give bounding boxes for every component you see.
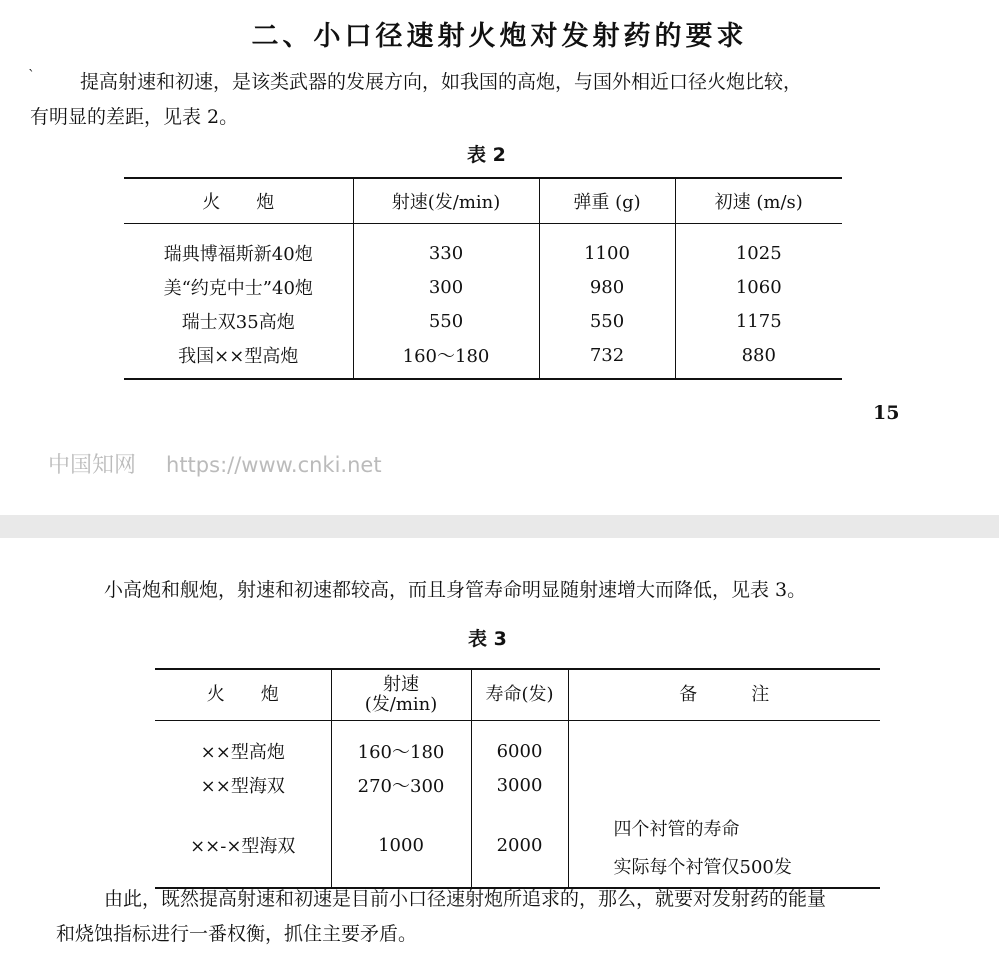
table-2 bbox=[124, 177, 842, 380]
table-cell bbox=[568, 721, 880, 768]
table2-header-gun: 火 炮 bbox=[124, 178, 353, 224]
table-cell bbox=[568, 767, 880, 803]
table-row bbox=[124, 224, 842, 271]
table-cell: 160～180 bbox=[331, 721, 471, 768]
table-cell: 瑞士双35高炮 bbox=[124, 304, 353, 338]
table-row bbox=[155, 803, 880, 888]
table-cell: 1025 bbox=[735, 242, 782, 264]
table-cell: 550 bbox=[353, 304, 539, 338]
table3-header-life: 寿命(发) bbox=[471, 669, 568, 721]
table-row bbox=[124, 304, 842, 338]
intro-paragraph-line-2: 有明显的差距，见表 2。 bbox=[30, 106, 239, 128]
watermark-url: https://www.cnki.net bbox=[166, 453, 382, 477]
intro-paragraph-line-1: 提高射速和初速，是该类武器的发展方向，如我国的高炮，与国外相近口径火炮比较， bbox=[80, 71, 803, 93]
table-3 bbox=[155, 668, 880, 889]
cnki-watermark bbox=[48, 448, 382, 479]
document-page-2 bbox=[0, 538, 999, 963]
table-row bbox=[124, 270, 842, 304]
table-cell: ××型海双 bbox=[155, 767, 331, 803]
table-cell: 732 bbox=[539, 338, 675, 379]
table2-header-velocity: 初速 (m/s) bbox=[675, 178, 842, 224]
page-number: 15 bbox=[873, 402, 900, 424]
table-cell: ××-×型海双 bbox=[155, 803, 331, 888]
table-cell: ××型高炮 bbox=[155, 721, 331, 768]
table3-header-rate-line2: (发/min) bbox=[364, 694, 438, 715]
table-cell: 6000 bbox=[471, 721, 568, 768]
conclusion-line-1: 由此，既然提高射速和初速是目前小口径速射炮所追求的，那么，就要对发射药的能量 bbox=[104, 888, 827, 910]
conclusion-line-2: 和烧蚀指标进行一番权衡，抓住主要矛盾。 bbox=[56, 923, 418, 945]
table-cell: 3000 bbox=[471, 767, 568, 803]
table-cell: 1060 bbox=[735, 276, 782, 298]
table3-header-note: 备 注 bbox=[568, 669, 880, 721]
table-cell: 美“约克中士”40炮 bbox=[124, 270, 353, 304]
table3-note-line1: 四个衬管的寿命 bbox=[613, 819, 740, 840]
table-cell: 2000 bbox=[471, 803, 568, 888]
table-row bbox=[155, 721, 880, 768]
table-cell: 1000 bbox=[331, 803, 471, 888]
table-row bbox=[124, 338, 842, 379]
table-cell: 1100 bbox=[539, 224, 675, 271]
table-cell: 我国××型高炮 bbox=[124, 338, 353, 379]
table-cell: 330 bbox=[353, 224, 539, 271]
table3-intro-line: 小高炮和舰炮，射速和初速都较高，而且身管寿命明显随射速增大而降低，见表 3。 bbox=[104, 579, 807, 601]
table-cell: 1175 bbox=[735, 310, 782, 332]
table-cell: 550 bbox=[539, 304, 675, 338]
section-heading: 二、小口径速射火炮对发射药的要求 bbox=[251, 21, 748, 52]
table2-caption: 表 2 bbox=[467, 144, 506, 166]
table3-note-cell bbox=[568, 803, 880, 888]
watermark-brand: 中国知网 bbox=[48, 453, 137, 478]
table2-header-rate: 射速(发/min) bbox=[353, 178, 539, 224]
table-cell: 瑞典博福斯新40炮 bbox=[124, 224, 353, 271]
table2-header-weight: 弹重 (g) bbox=[539, 178, 675, 224]
table-cell: 270～300 bbox=[331, 767, 471, 803]
table-cell: 880 bbox=[741, 344, 776, 366]
stray-mark: ` bbox=[28, 68, 35, 84]
table-cell: 160～180 bbox=[353, 338, 539, 379]
table-row bbox=[155, 767, 880, 803]
table-cell: 300 bbox=[353, 270, 539, 304]
table3-note-line2: 实际每个衬管仅500发 bbox=[613, 857, 792, 878]
table3-header-row bbox=[155, 669, 880, 721]
table3-header-gun: 火 炮 bbox=[155, 669, 331, 721]
table3-header-rate bbox=[331, 669, 471, 721]
table-cell: 980 bbox=[539, 270, 675, 304]
table3-caption: 表 3 bbox=[468, 628, 507, 650]
table2-header-row bbox=[124, 178, 842, 224]
table3-header-rate-line1: 射速 bbox=[383, 674, 419, 695]
